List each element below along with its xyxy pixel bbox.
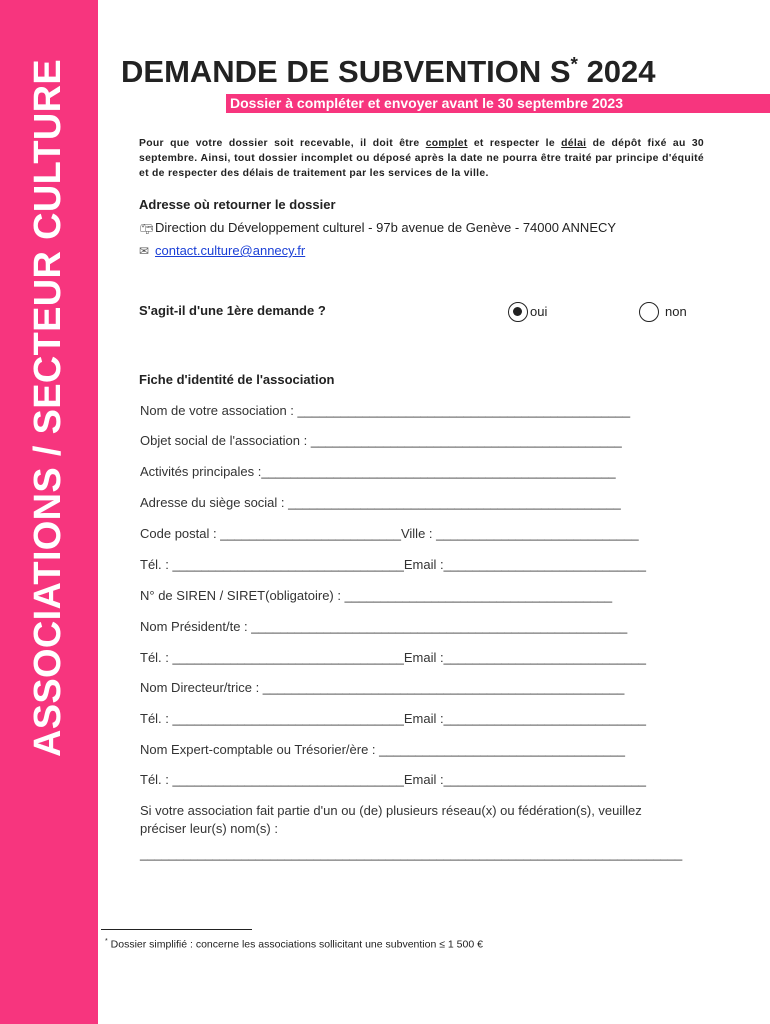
deadline-banner xyxy=(226,94,770,113)
mailbox-icon: 📪︎ xyxy=(139,221,155,235)
network-question-line2: préciser leur(s) nom(s) : xyxy=(140,821,278,836)
field-president-name[interactable]: Nom Président/te : ____________________________________________________ xyxy=(140,619,628,634)
title-year: 2024 xyxy=(577,54,656,89)
radio-non[interactable] xyxy=(639,302,659,322)
radio-selected-dot xyxy=(513,307,522,316)
intro-word-complet: complet xyxy=(425,138,468,149)
deadline-text: Dossier à compléter et envoyer avant le 30 septembre 2023 xyxy=(230,95,623,111)
intro-text-1: Pour que votre dossier soit recevable, il doit être xyxy=(139,138,426,149)
address-heading: Adresse où retourner le dossier xyxy=(139,197,336,212)
field-network-names[interactable]: ___________________________________________________________________________ xyxy=(140,846,683,861)
title-asterisk: * xyxy=(570,54,578,76)
field-president-phone-email[interactable]: Tél. : ________________________________Email :____________________________ xyxy=(140,650,647,665)
page-title xyxy=(121,54,721,90)
intro-word-delai: délai xyxy=(561,138,587,149)
intro-paragraph xyxy=(139,136,704,181)
identity-heading: Fiche d'identité de l'association xyxy=(139,372,335,387)
field-director-name[interactable]: Nom Directeur/trice : __________________________________________________ xyxy=(140,680,625,695)
footnote-text: Dossier simplifié : concerne les associations sollicitant une subvention ≤ 1 500 € xyxy=(107,938,483,951)
field-main-activities[interactable]: Activités principales :_________________________________________________ xyxy=(140,464,616,479)
footnote-divider xyxy=(101,929,252,930)
radio-oui-label: oui xyxy=(530,304,548,319)
radio-oui[interactable] xyxy=(508,302,528,322)
postal-address-text: Direction du Développement culturel - 97b avenue de Genève - 74000 ANNECY xyxy=(155,220,617,235)
network-question-line1: Si votre association fait partie d'un ou (de) plusieurs réseau(x) ou fédération(s), veuillez xyxy=(140,803,642,818)
envelope-icon: ✉ xyxy=(139,244,150,258)
field-director-phone-email[interactable]: Tél. : ________________________________Email :____________________________ xyxy=(140,711,647,726)
footnote-mark: * xyxy=(105,938,108,945)
radio-non-label: non xyxy=(665,304,687,319)
field-social-purpose[interactable]: Objet social de l'association : ___________________________________________ xyxy=(140,433,622,448)
first-request-question: S'agit-il d'une 1ère demande ? xyxy=(139,303,326,318)
field-phone-email[interactable]: Tél. : ________________________________Email :____________________________ xyxy=(140,557,647,572)
intro-text-3: de dépôt fixé au 30 septembre. Ainsi, tout dossier incomplet ou déposé après la date ne pourra être traité par principe d'équité et de respecter des délais de traitement par les services de la ville. xyxy=(139,138,704,179)
intro-text-2: et respecter le xyxy=(467,138,562,149)
sidebar-band xyxy=(0,0,98,1024)
footnote xyxy=(105,938,483,951)
title-text: DEMANDE DE SUBVENTION S xyxy=(121,54,571,89)
postal-address xyxy=(139,220,616,235)
email-link[interactable]: contact.culture@annecy.fr xyxy=(155,243,306,258)
sidebar-label: ASSOCIATIONS / SECTEUR CULTURE xyxy=(27,59,69,757)
field-head-office-address[interactable]: Adresse du siège social : ______________________________________________ xyxy=(140,495,621,510)
field-association-name[interactable]: Nom de votre association : ______________________________________________ xyxy=(140,403,631,418)
field-siren-siret[interactable]: N° de SIREN / SIRET(obligatoire) : _____________________________________ xyxy=(140,588,613,603)
field-postcode-city[interactable]: Code postal : _________________________Ville : ____________________________ xyxy=(140,526,639,541)
field-accountant-treasurer[interactable]: Nom Expert-comptable ou Trésorier/ère : __________________________________ xyxy=(140,742,625,757)
email-address xyxy=(139,243,305,258)
field-accountant-phone-email[interactable]: Tél. : ________________________________Email :____________________________ xyxy=(140,772,647,787)
